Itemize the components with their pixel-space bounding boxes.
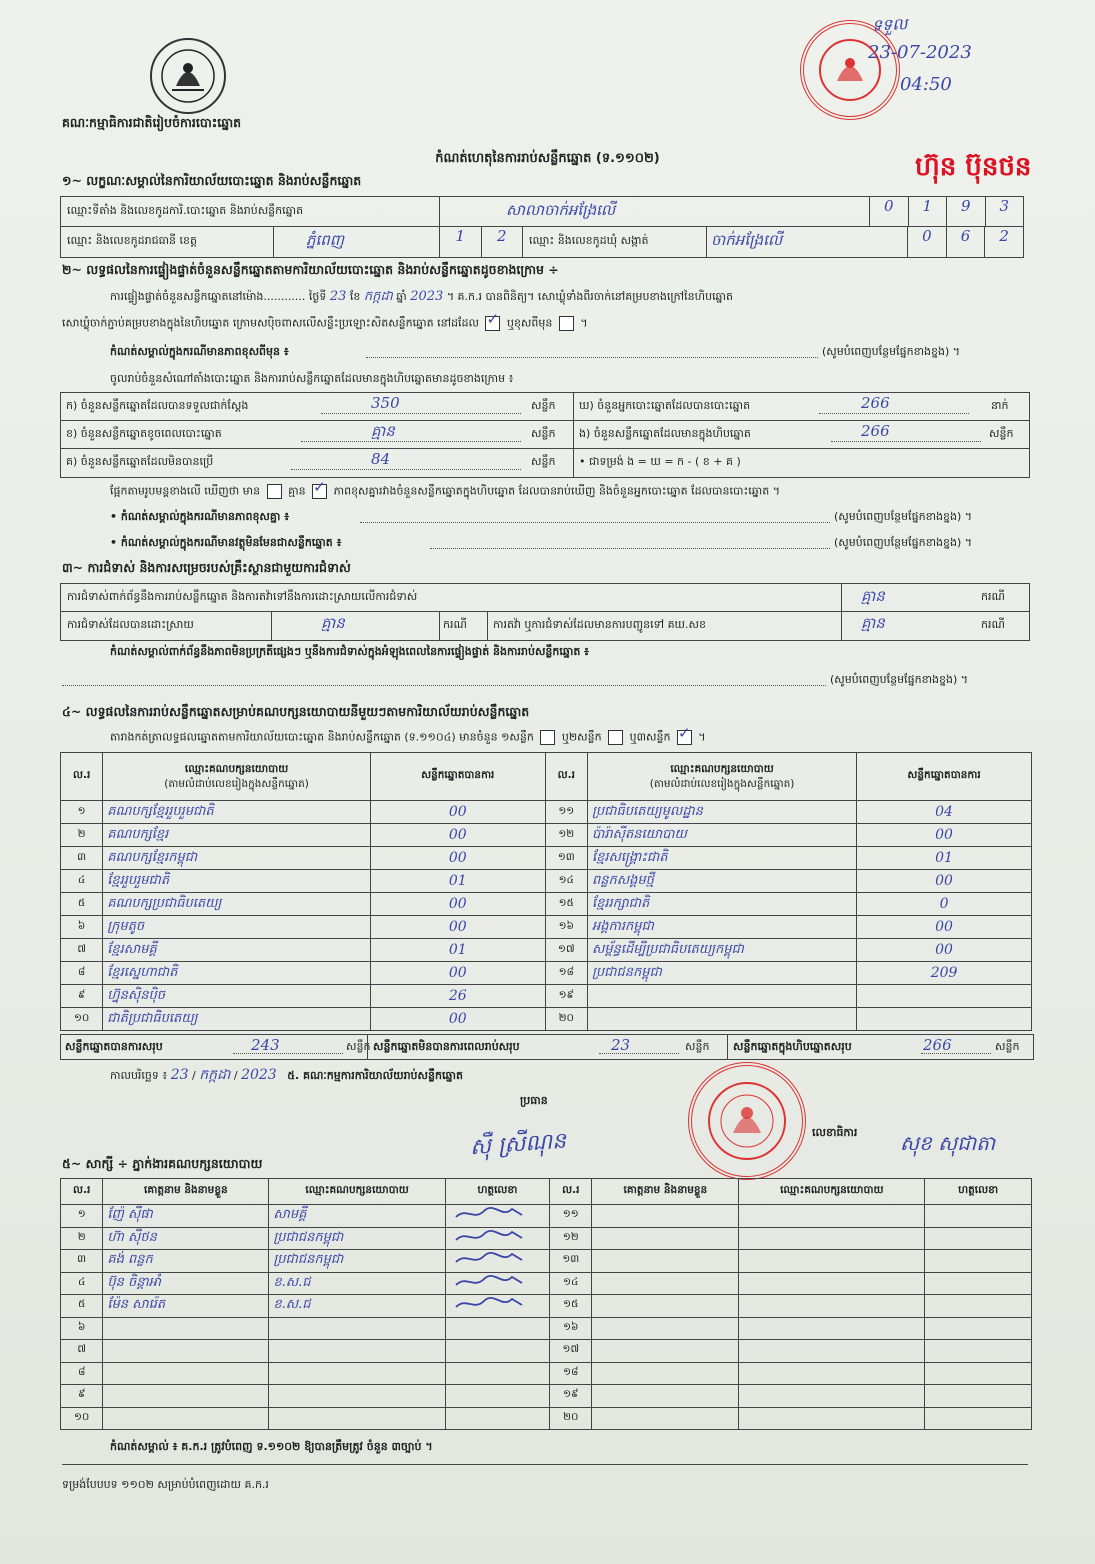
signature-scribble xyxy=(450,1205,530,1223)
results-party-cell: ខ្មែររក្សាជាតិ xyxy=(587,893,856,916)
results-no-cell: ៩ xyxy=(61,985,103,1008)
witness-row xyxy=(61,1385,1032,1408)
results-party-cell: គណបក្សខ្មែរកម្ពុជា xyxy=(103,847,371,870)
objection-forward-value: គ្មាន xyxy=(861,614,885,632)
results-no-cell: ១២ xyxy=(545,824,587,847)
results-no-cell: ២០ xyxy=(545,1008,587,1031)
footnote: កំណត់សម្គាល់ ៖ គ.ក.រ ត្រូវបំពេញ ទ.១១០២ ឱ្យបានត្រឹមត្រូវ ចំនួន ៣ច្បាប់ ។ xyxy=(110,1440,433,1453)
location-label: ឈ្មោះទីតាំង និងលេខកូដការិ.បោះឆ្នោត និងរាប់សន្លឹកឆ្នោត xyxy=(67,204,304,217)
total-valid: 243 xyxy=(251,1036,280,1054)
witness-name-cell xyxy=(103,1362,269,1385)
witness-party-cell: សាមគ្គី xyxy=(269,1205,445,1228)
results-party-cell xyxy=(587,985,856,1008)
witness-no-cell: ១៤ xyxy=(550,1272,592,1295)
location-value: សាលាចាក់អង្រែលើ xyxy=(506,201,616,219)
emblem-icon xyxy=(158,46,218,106)
one-sheet-checkbox[interactable] xyxy=(540,730,555,745)
results-votes-cell: 01 xyxy=(370,939,545,962)
witness-no-cell: ៤ xyxy=(61,1272,103,1295)
seal-same-checkbox[interactable] xyxy=(485,316,500,331)
counts-table: ក) ចំនួនសន្លឹកឆ្នោតដែលបានទទួលជាក់ស្ដែង 350 សន្លឹក ឃ) ចំនួនអ្នកបោះឆ្នោតដែលបានបោះឆ្នោត 266 នាក់ ខ) ចំនួនសន្លឹកឆ្នោតខូចពេលបោះឆ្នោត គ្មាន សន្លឹក ង) ចំនួនសន្លឹកឆ្នោតដែលមានក្នុងហិបឆ្នោត 266 សន្លឹក គ) ចំនួនសន្លឹកឆ្នោតដែលមិនបានប្រើ 84 សន្លឹក • ជាទម្រង់ ង = ឃ = ក - ( ខ + គ ) xyxy=(60,392,1030,478)
witness-name-cell: ហ៊ា ស៊ីថន xyxy=(103,1227,269,1250)
section4-heading: ៤~ លទ្ធផលនៃការរាប់សន្លឹកឆ្នោតសម្រាប់គណបក្សនយោបាយនីមួយៗតាមការិយាល័យរាប់សន្លឹកឆ្នោត xyxy=(62,704,530,719)
results-no-cell: ១ xyxy=(61,801,103,824)
note-difference: កំណត់សម្គាល់ក្នុងករណីមានភាពខុសពីមុន ៖ xyxy=(110,345,289,358)
results-sheet-count: តារាងកត់ត្រាលទ្ធផលឆ្នោតតាមការិយាល័យបោះឆ្នោត និងរាប់សន្លឹកឆ្នោត (ទ.១១០៤) មានចំនួន ១សន្លឹក ឬ២សន្លឹក ឬ៣សន្លឹក ✓ ។ xyxy=(110,730,706,745)
fill-more-1: (សូមបំពេញបន្ថែមផ្នែកខាងខ្នង) ។ xyxy=(822,345,961,358)
results-no-cell: ១៩ xyxy=(545,985,587,1008)
results-votes-cell: 01 xyxy=(857,847,1032,870)
witness-no-cell: ៣ xyxy=(61,1250,103,1273)
commune-code: 0 6 2 xyxy=(907,227,1023,257)
witness-party-cell: ខ.ស.ជ xyxy=(269,1272,445,1295)
results-party-cell: ខ្មែរសង្គ្រោះជាតិ xyxy=(587,847,856,870)
results-no-cell: ១១ xyxy=(545,801,587,824)
province-code: 1 2 xyxy=(439,227,523,257)
stamp-name: ហ៊ុន ប៊ុនថន xyxy=(915,152,1032,182)
witness-empty-cell xyxy=(592,1227,739,1250)
witness-table: ល.រ គោត្តនាម និងនាមខ្លួន ឈ្មោះគណបក្សនយោបាយ ហត្ថលេខា ល.រ គោត្តនាម និងនាមខ្លួន ឈ្មោះគណបក្សនយោបាយ ហត្ថលេខា ១ ញ៉ែ ស៊ីផា សាមគ្គី ១១ ២ ហ៊ា ស៊ីថន ប្រជាជនកម្ពុជា ១២ ៣ គង់ ពន្លក ប្រជាជនកម្ពុជា ១៣ ៤ ប៊ុន ចិន្តាអាំ ខ.ស.ជ ១៤ ៥ ម៉ែន សារ៉េត ខ.ស.ជ ១៥ ៦ ១៦ ៧ ១៧ ៨ ១៨ ៩ ១៩ ១០ ២០ xyxy=(60,1178,1032,1430)
results-row xyxy=(61,962,1032,985)
witness-empty-cell xyxy=(739,1340,925,1363)
witness-row xyxy=(61,1317,1032,1340)
location-code: 0 1 9 3 xyxy=(869,197,1023,226)
witness-empty-cell xyxy=(925,1317,1032,1340)
witness-signature-cell xyxy=(445,1295,549,1318)
witness-empty-cell xyxy=(925,1295,1032,1318)
results-votes-cell: 00 xyxy=(857,939,1032,962)
witness-no-cell: ១៦ xyxy=(550,1317,592,1340)
totals-row: សន្លឹកឆ្នោតបានការសរុប 243 សន្លឹក សន្លឹកឆ្នោតមិនបានការពេលរាប់សរុប 23 សន្លឹក សន្លឹកឆ្នោតក្នុងហិបឆ្នោតសរុប 266 សន្លឹក xyxy=(60,1034,1034,1060)
results-row xyxy=(61,939,1032,962)
seal-line: សោឃ្លុំចាក់ភ្ជាប់គម្របខាងក្នុងនៃហិបឆ្នោត ក្រោមសប៉ិចពាសលើសន្លឹះប្រឡោះសិតសន្លឹកឆ្នោត នៅដដែល ✓ ឬខុសពីមុន ។ xyxy=(62,316,588,331)
results-no-cell: ១៣ xyxy=(545,847,587,870)
nec-emblem xyxy=(150,38,226,114)
witness-empty-cell xyxy=(925,1227,1032,1250)
sign-date-line: កាលបរិច្ឆេទ ៖ 23 / កក្កដា / 2023 ៥. គណៈកម្មការការិយាល័យរាប់សន្លឹកឆ្នោត xyxy=(110,1067,463,1083)
org-name: គណៈកម្មាធិការជាតិរៀបចំការបោះឆ្នោត xyxy=(62,115,242,130)
committee-stamp xyxy=(688,1062,806,1180)
witness-no-cell: ៨ xyxy=(61,1362,103,1385)
witness-empty-cell xyxy=(592,1295,739,1318)
stamp-date: 23-07-2023 xyxy=(868,42,972,63)
two-sheet-checkbox[interactable] xyxy=(608,730,623,745)
signature-scribble xyxy=(450,1273,530,1291)
results-no-cell: ៣ xyxy=(61,847,103,870)
results-no-cell: ១៨ xyxy=(545,962,587,985)
witness-empty-cell xyxy=(925,1385,1032,1408)
commune-label: ឈ្មោះ និងលេខកូដឃុំ សង្កាត់ xyxy=(529,234,649,247)
results-party-cell: ខ្មែរស្នេហាជាតិ xyxy=(103,962,371,985)
results-votes-cell: 00 xyxy=(370,962,545,985)
witness-signature-cell xyxy=(445,1407,549,1430)
witness-signature-cell xyxy=(445,1250,549,1273)
objection-row2-value: គ្មាន xyxy=(321,614,345,632)
results-votes-cell: 00 xyxy=(857,916,1032,939)
commune-value: ចាក់អង្រែលើ xyxy=(711,231,783,249)
province-value: ភ្នំពេញ xyxy=(306,231,345,249)
results-no-cell: ១៤ xyxy=(545,870,587,893)
secretary-signature: សុខ សុជាតា xyxy=(900,1131,996,1155)
witness-empty-cell xyxy=(925,1272,1032,1295)
witness-name-cell: គង់ ពន្លក xyxy=(103,1250,269,1273)
results-row xyxy=(61,824,1032,847)
witness-empty-cell xyxy=(739,1272,925,1295)
results-votes-cell: 00 xyxy=(857,870,1032,893)
results-no-cell: ៧ xyxy=(61,939,103,962)
witness-empty-cell xyxy=(592,1250,739,1273)
witness-name-cell: ប៊ុន ចិន្តាអាំ xyxy=(103,1272,269,1295)
has-difference-checkbox[interactable] xyxy=(267,484,282,499)
objection-row1-value: គ្មាន xyxy=(861,587,885,605)
results-row xyxy=(61,1008,1032,1031)
results-party-cell: គណបក្សប្រជាធិបតេយ្យ xyxy=(103,893,371,916)
witness-row xyxy=(61,1340,1032,1363)
total-invalid: 23 xyxy=(611,1036,631,1054)
section2-heading: ២~ លទ្ធផលនៃការផ្ទៀងផ្ទាត់ចំនួនសន្លឹកឆ្នោតតាមការិយាល័យបោះឆ្នោត និងរាប់សន្លឹកឆ្នោតដូចខាងក្រោម ÷ xyxy=(62,262,559,277)
witness-row xyxy=(61,1205,1032,1228)
results-party-cell: ប្រជាជនកម្ពុជា xyxy=(587,962,856,985)
signature-scribble xyxy=(450,1295,530,1313)
bullet-difference: • កំណត់សម្គាល់ក្នុងករណីមានភាពខុសគ្នា ៖ xyxy=(110,510,290,523)
results-no-cell: ២ xyxy=(61,824,103,847)
witness-empty-cell xyxy=(739,1317,925,1340)
witness-row xyxy=(61,1227,1032,1250)
form-note: ទម្រង់បែបបទ ១១០២ សម្រាប់បំពេញដោយ គ.ក.រ xyxy=(62,1478,269,1491)
committee-stamp-icon xyxy=(705,1079,789,1163)
witness-no-cell: ១០ xyxy=(61,1407,103,1430)
results-party-cell: អង្គការកម្ពុជា xyxy=(587,916,856,939)
witness-no-cell: ១១ xyxy=(550,1205,592,1228)
witness-row xyxy=(61,1295,1032,1318)
document-page: គណៈកម្មាធិការជាតិរៀបចំការបោះឆ្នោត ទទួល 23-07-2023 04:50 ហ៊ុន ប៊ុនថន កំណត់ហេតុនៃការរាប់សន្លឹកឆ្នោត (ទ.១១០២) ១~ លក្ខណៈសម្គាល់នៃការិយាល័យបោះឆ្នោត និងរាប់សន្លឹកឆ្នោត ឈ្មោះទីតាំង និងលេខកូដការិ.បោះឆ្នោត និងរាប់សន្លឹកឆ្នោត សាលាចាក់អង្រែលើ 0 1 9 3 ឈ្មោះ និងលេខកូដរាជធានី ខេត្ត ភ្នំពេញ 1 2 ឈ្មោះ និងលេខកូដឃុំ សង្កាត់ ចាក់អង្រែលើ 0 6 2 ២~ លទ្ធផលនៃការផ្ទៀងផ្ទាត់ចំនួនសន្លឹកឆ្នោតតាមការិយាល័យបោះឆ្នោត និងរាប់សន្លឹកឆ្នោតដូចខាងក្រោម ÷ ការផ្ទៀងផ្ទាត់ចំនួនសន្លឹកឆ្នោតនៅម៉ោង............ ថ្ងៃទី 23 ខែ កក្កដា ឆ្នាំ 2023 ។ គ.ក.រ បានពិនិត្យ។ សោឃ្លុំទាំងពីរចាក់នៅគម្របខាងក្រៅនៃហិបឆ្នោត សោឃ្លុំចាក់ភ្ជាប់គម្របខាងក្នុងនៃហិបឆ្នោត ក្រោមសប៉ិចពាសលើសន្លឹះប្រឡោះសិតសន្លឹកឆ្នោត នៅដដែល ✓ ឬខុសពីមុន ។ កំណត់សម្គាល់ក្នុងករណីមានភាពខុសពីមុន ៖ (សូមបំពេញបន្ថែមផ្នែកខាងខ្នង) ។ ចូលរាប់ចំនួនសំណៅតាំងបោះឆ្នោត និងការរាប់សន្លឹកឆ្នោតដែលមានក្នុងហិបឆ្នោតមានដូចខាងក្រោម ៖ ក) ចំនួនសន្លឹកឆ្នោតដែលបានទទួលជាក់ស្ដែង 350 សន្លឹក ឃ) ចំនួនអ្នកបោះឆ្នោតដែលបានបោះឆ្នោត 266 នាក់ ខ) ចំនួនសន្លឹកឆ្នោតខូចពេលបោះឆ្នោត គ្មាន សន្លឹក ង) ចំនួនសន្លឹកឆ្នោតដែលមានក្នុងហិបឆ្នោត 266 សន្លឹក គ) ចំនួនសន្លឹកឆ្នោតដែលមិនបានប្រើ 84 សន្លឹក • ជាទម្រង់ ង = ឃ = ក - ( ខ + គ ) ផ្អែកតាមរូបមន្តខាងលើ ឃើញថា មាន គ្មាន ✓ ភាពខុសគ្នារវាងចំនួនសន្លឹកឆ្នោតក្នុងហិបឆ្នោត ដែលបានរាប់ឃើញ និងចំនួនអ្នកបោះឆ្នោត ដែលបានបោះឆ្នោត ។ • កំណត់សម្គាល់ក្នុងករណីមានភាពខុសគ្នា ៖ (សូមបំពេញបន្ថែមផ្នែកខាងខ្នង) ។ • កំណត់សម្គាល់ក្នុងករណីមានវត្ថុមិនមែនជាសន្លឹកឆ្នោត ៖ (សូមបំពេញបន្ថែមផ្នែកខាងខ្នង) ។ ៣~ ការជំទាស់ និងការសម្រេចរបស់គ្រឹះស្ថានជាមួយការជំទាស់ ការជំទាស់ពាក់ព័ន្ធនឹងការរាប់សន្លឹកឆ្នោត និងការតវ៉ាទៅនឹងការដោះស្រាយលើការជំទាស់ គ្មាន ករណី ការជំទាស់ដែលបានដោះស្រាយ គ្មាន ករណី ការតវ៉ា ឬការជំទាស់ដែលមានការបញ្ជូនទៅ គឃ.សខ គ្មាន ករណី កំណត់សម្គាល់ពាក់ព័ន្ធនឹងភាពមិនប្រក្រតីផ្សេងៗ ឬនឹងការជំទាស់ក្នុងអំឡុងពេលនៃការផ្ទៀងផ្ទាត់ និងការរាប់សន្លឹកឆ្នោត ៖ (សូមបំពេញបន្ថែមផ្នែកខាងខ្នង) ។ ៤~ លទ្ធផលនៃការរាប់សន្លឹកឆ្នោតសម្រាប់គណបក្សនយោបាយនីមួយៗតាមការិយាល័យរាប់សន្លឹកឆ្នោត តារាងកត់ត្រាលទ្ធផលឆ្នោតតាមការិយាល័យបោះឆ្នោត និងរាប់សន្លឹកឆ្នោត (ទ.១១០៤) មានចំនួន ១សន្លឹក ឬ២សន្លឹក ឬ៣សន្លឹក ✓ ។ ល.រ ឈ្មោះគណបក្សនយោបាយ (តាមលំដាប់លេខរៀងក្នុងសន្លឹកឆ្នោត) សន្លឹកឆ្នោតបានការ ល.រ ឈ្មោះគណបក្សនយោបាយ (តាមលំដាប់លេខរៀងក្នុងសន្លឹកឆ្នោត) សន្លឹកឆ្នោតបានការ ១ គណបក្សខ្មែររួបរួមជាតិ 00 ១១ ប្រជាធិបតេយ្យមូលដ្ឋាន 04 ២ គណបក្សខ្មែរ 00 ១២ ប៉ារ៉ាស៊ីតនយោបាយ 00 ៣ គណបក្សខ្មែរកម្ពុជា 00 ១៣ ខ្មែរសង្គ្រោះជាតិ 01 ៤ ខ្មែររួបរួមជាតិ 01 ១៤ ពន្លកសង្គមថ្មី 00 ៥ គណបក្សប្រជាធិបតេយ្យ 00 ១៥ ខ្មែររក្សាជាតិ 0 ៦ ក្រុមតូច 00 ១៦ អង្គការកម្ពុជា 00 ៧ ខ្មែរសាមគ្គី 01 ១៧ សម្ព័ន្ធដើម្បីប្រជាធិបតេយ្យកម្ពុជា 00 ៨ ខ្មែរស្នេហាជាតិ 00 ១៨ ប្រជាជនកម្ពុជា 209 ៩ ហ្វ៊ុនស៊ិនប៉ិច 26 ១៩ ១០ ជាតិប្រជាធិបតេយ្យ 00 ២០ សន្លឹកឆ្នោតបានការសរុប 243 សន្លឹក សន្លឹកឆ្នោតមិនបានការពេលរាប់សរុប 23 សន្លឹក សន្លឹកឆ្នោតក្នុងហិបឆ្នោតសរុប 266 សន្លឹក កាលបរិច្ឆេទ ៖ 23 / កក្កដា / 2023 ៥. គណៈកម្មការការិយាល័យរាប់សន្លឹកឆ្នោត ប្រធាន ស៊ឺ ស្រីណុន លេខាធិការ សុខ សុជាតា ៥~ សាក្សី ÷ ភ្នាក់ងារគណបក្សនយោបាយ ល.រ គោត្តនាម និងនាមខ្លួន ឈ្មោះគណបក្សនយោបាយ ហត្ថលេខា ល.រ គោត្តនាម និងនាមខ្លួន ឈ្មោះគណបក្សនយោបាយ ហត្ថលេខា ១ ញ៉ែ ស៊ីផា សាមគ្គី ១១ ២ ហ៊ា ស៊ីថន ប្រជាជនកម្ពុជា ១២ ៣ គង់ ពន្លក ប្រជាជនកម្ពុជា ១៣ ៤ ប៊ុន ចិន្តាអាំ ខ.ស.ជ ១៤ ៥ ម៉ែន សារ៉េត ខ.ស.ជ ១៥ ៦ ១៦ ៧ ១៧ ៨ ១៨ ៩ ១៩ ១០ ២០ កំណត់សម្គាល់ ៖ គ.ក.រ ត្រូវបំពេញ ទ.១១០២ ឱ្យបានត្រឹមត្រូវ ចំនួន ៣ច្បាប់ ។ ទម្រង់បែបបទ ១១០២ សម្រាប់បំពេញដោយ គ.ក.រ xyxy=(0,0,1095,1564)
witness-empty-cell xyxy=(925,1205,1032,1228)
results-votes-cell: 00 xyxy=(857,824,1032,847)
results-party-cell: គណបក្សខ្មែររួបរួមជាតិ xyxy=(103,801,371,824)
count-a-label: ក) ចំនួនសន្លឹកឆ្នោតដែលបានទទួលជាក់ស្ដែង xyxy=(66,399,249,412)
results-votes-cell: 00 xyxy=(370,1008,545,1031)
witness-no-cell: ២ xyxy=(61,1227,103,1250)
witness-no-cell: ១២ xyxy=(550,1227,592,1250)
signature-scribble xyxy=(450,1228,530,1246)
witness-empty-cell xyxy=(739,1250,925,1273)
witness-empty-cell xyxy=(925,1250,1032,1273)
witness-empty-cell xyxy=(739,1295,925,1318)
chair-label: ប្រធាន xyxy=(520,1094,548,1107)
results-votes-cell: 00 xyxy=(370,801,545,824)
total-in-box: 266 xyxy=(923,1036,952,1054)
witness-name-cell xyxy=(103,1385,269,1408)
bullet-non-ballot: • កំណត់សម្គាល់ក្នុងករណីមានវត្ថុមិនមែនជាសន្លឹកឆ្នោត ៖ xyxy=(110,536,342,549)
results-votes-cell: 00 xyxy=(370,893,545,916)
witness-signature-cell xyxy=(445,1205,549,1228)
results-party-cell: ប៉ារ៉ាស៊ីតនយោបាយ xyxy=(587,824,856,847)
results-no-cell: ១០ xyxy=(61,1008,103,1031)
formula: • ជាទម្រង់ ង = ឃ = ក - ( ខ + គ ) xyxy=(579,455,741,468)
results-row xyxy=(61,847,1032,870)
results-no-cell: ១៥ xyxy=(545,893,587,916)
count-c-value: 84 xyxy=(371,450,391,468)
witness-row xyxy=(61,1362,1032,1385)
count-intro: ចូលរាប់ចំនួនសំណៅតាំងបោះឆ្នោត និងការរាប់សន្លឹកឆ្នោតដែលមានក្នុងហិបឆ្នោតមានដូចខាងក្រោម ៖ xyxy=(110,372,514,385)
secretary-label: លេខាធិការ xyxy=(812,1126,858,1139)
results-votes-cell: 01 xyxy=(370,870,545,893)
witness-party-cell: ខ.ស.ជ xyxy=(269,1295,445,1318)
witness-empty-cell xyxy=(739,1407,925,1430)
witness-no-cell: ៥ xyxy=(61,1295,103,1318)
results-row xyxy=(61,870,1032,893)
results-no-cell: ៤ xyxy=(61,870,103,893)
results-row xyxy=(61,985,1032,1008)
witness-name-cell xyxy=(103,1317,269,1340)
witness-party-cell xyxy=(269,1385,445,1408)
witness-signature-cell xyxy=(445,1340,549,1363)
witness-empty-cell xyxy=(592,1362,739,1385)
witness-signature-cell xyxy=(445,1317,549,1340)
count-b-label: ខ) ចំនួនសន្លឹកឆ្នោតខូចពេលបោះឆ្នោត xyxy=(66,427,222,440)
witness-name-cell xyxy=(103,1340,269,1363)
count-e-label: ង) ចំនួនសន្លឹកឆ្នោតដែលមានក្នុងហិបឆ្នោត xyxy=(579,427,751,440)
section1-heading: ១~ លក្ខណៈសម្គាល់នៃការិយាល័យបោះឆ្នោត និងរាប់សន្លឹកឆ្នោត xyxy=(62,173,362,188)
witness-empty-cell xyxy=(925,1362,1032,1385)
witness-empty-cell xyxy=(592,1407,739,1430)
witness-empty-cell xyxy=(925,1407,1032,1430)
witness-empty-cell xyxy=(925,1340,1032,1363)
witness-signature-cell xyxy=(445,1227,549,1250)
results-party-cell: សម្ព័ន្ធដើម្បីប្រជាធិបតេយ្យកម្ពុជា xyxy=(587,939,856,962)
witness-no-cell: ៧ xyxy=(61,1340,103,1363)
results-table: ល.រ ឈ្មោះគណបក្សនយោបាយ (តាមលំដាប់លេខរៀងក្នុងសន្លឹកឆ្នោត) សន្លឹកឆ្នោតបានការ ល.រ ឈ្មោះគណបក្សនយោបាយ (តាមលំដាប់លេខរៀងក្នុងសន្លឹកឆ្នោត) សន្លឹកឆ្នោតបានការ ១ គណបក្សខ្មែររួបរួមជាតិ 00 ១១ ប្រជាធិបតេយ្យមូលដ្ឋាន 04 ២ គណបក្សខ្មែរ 00 ១២ ប៉ារ៉ាស៊ីតនយោបាយ 00 ៣ គណបក្សខ្មែរកម្ពុជា 00 ១៣ ខ្មែរសង្គ្រោះជាតិ 01 ៤ ខ្មែររួបរួមជាតិ 01 ១៤ ពន្លកសង្គមថ្មី 00 ៥ គណបក្សប្រជាធិបតេយ្យ 00 ១៥ ខ្មែររក្សាជាតិ 0 ៦ ក្រុមតូច 00 ១៦ អង្គការកម្ពុជា 00 ៧ ខ្មែរសាមគ្គី 01 ១៧ សម្ព័ន្ធដើម្បីប្រជាធិបតេយ្យកម្ពុជា 00 ៨ ខ្មែរស្នេហាជាតិ 00 ១៨ ប្រជាជនកម្ពុជា 209 ៩ ហ្វ៊ុនស៊ិនប៉ិច 26 ១៩ ១០ ជាតិប្រជាធិបតេយ្យ 00 ២០ xyxy=(60,752,1032,1031)
witness-empty-cell xyxy=(739,1385,925,1408)
witness-empty-cell xyxy=(592,1205,739,1228)
results-votes-cell: 00 xyxy=(370,847,545,870)
no-difference-checkbox[interactable] xyxy=(312,484,327,499)
results-votes-cell: 0 xyxy=(857,893,1032,916)
witness-empty-cell xyxy=(739,1205,925,1228)
results-votes-cell: 04 xyxy=(857,801,1032,824)
witness-name-cell: ម៉ែន សារ៉េត xyxy=(103,1295,269,1318)
section5-heading: ៥~ សាក្សី ÷ ភ្នាក់ងារគណបក្សនយោបាយ xyxy=(62,1156,263,1171)
stamp-receipt: ទទួល xyxy=(871,14,908,35)
results-row xyxy=(61,801,1032,824)
witness-no-cell: ៦ xyxy=(61,1317,103,1340)
count-e-value: 266 xyxy=(861,422,890,440)
witness-signature-cell xyxy=(445,1272,549,1295)
results-party-cell: ប្រជាធិបតេយ្យមូលដ្ឋាន xyxy=(587,801,856,824)
witness-party-cell: ប្រជាជនកម្ពុជា xyxy=(269,1250,445,1273)
stamp-time: 04:50 xyxy=(900,74,952,95)
results-no-cell: ៥ xyxy=(61,893,103,916)
results-row xyxy=(61,916,1032,939)
difference-check-line: ផ្អែកតាមរូបមន្តខាងលើ ឃើញថា មាន គ្មាន ✓ ភាពខុសគ្នារវាងចំនួនសន្លឹកឆ្នោតក្នុងហិបឆ្នោត ដែលបានរាប់ឃើញ និងចំនួនអ្នកបោះឆ្នោត ដែលបានបោះឆ្នោត ។ xyxy=(110,484,780,499)
results-party-cell: គណបក្សខ្មែរ xyxy=(103,824,371,847)
witness-empty-cell xyxy=(592,1340,739,1363)
witness-empty-cell xyxy=(592,1317,739,1340)
witness-party-cell xyxy=(269,1317,445,1340)
results-votes-cell: 209 xyxy=(857,962,1032,985)
witness-party-cell xyxy=(269,1407,445,1430)
objection-note: កំណត់សម្គាល់ពាក់ព័ន្ធនឹងភាពមិនប្រក្រតីផ្សេងៗ ឬនឹងការជំទាស់ក្នុងអំឡុងពេលនៃការផ្ទៀងផ្ទាត់ និងការរាប់សន្លឹកឆ្នោត ៖ xyxy=(110,645,589,658)
results-no-cell: ៦ xyxy=(61,916,103,939)
verify-line: ការផ្ទៀងផ្ទាត់ចំនួនសន្លឹកឆ្នោតនៅម៉ោង............ ថ្ងៃទី 23 ខែ កក្កដា ឆ្នាំ 2023 ។ គ.ក.រ បានពិនិត្យ។ សោឃ្លុំទាំងពីរចាក់នៅគម្របខាងក្រៅនៃហិបឆ្នោត xyxy=(110,289,734,304)
witness-name-cell xyxy=(103,1407,269,1430)
signature-scribble xyxy=(450,1250,530,1268)
witness-no-cell: ១៧ xyxy=(550,1340,592,1363)
witness-no-cell: ៩ xyxy=(61,1385,103,1408)
witness-empty-cell xyxy=(739,1362,925,1385)
results-votes-cell: 00 xyxy=(370,916,545,939)
results-party-cell: ពន្លកសង្គមថ្មី xyxy=(587,870,856,893)
witness-signature-cell xyxy=(445,1362,549,1385)
witness-empty-cell xyxy=(592,1385,739,1408)
results-party-cell: ហ្វ៊ុនស៊ិនប៉ិច xyxy=(103,985,371,1008)
results-votes-cell xyxy=(857,985,1032,1008)
witness-party-cell: ប្រជាជនកម្ពុជា xyxy=(269,1227,445,1250)
witness-row xyxy=(61,1272,1032,1295)
objection-row2-label: ការជំទាស់ដែលបានដោះស្រាយ xyxy=(67,618,194,631)
results-no-cell: ១៦ xyxy=(545,916,587,939)
section1-table xyxy=(60,196,1024,258)
witness-no-cell: ១៥ xyxy=(550,1295,592,1318)
count-c-label: គ) ចំនួនសន្លឹកឆ្នោតដែលមិនបានប្រើ xyxy=(66,455,214,468)
results-votes-cell xyxy=(857,1008,1032,1031)
count-d-label: ឃ) ចំនួនអ្នកបោះឆ្នោតដែលបានបោះឆ្នោត xyxy=(579,399,751,412)
objection-row1-label: ការជំទាស់ពាក់ព័ន្ធនឹងការរាប់សន្លឹកឆ្នោត និងការតវ៉ាទៅនឹងការដោះស្រាយលើការជំទាស់ xyxy=(67,590,418,603)
results-party-cell: ខ្មែរសាមគ្គី xyxy=(103,939,371,962)
document-title: កំណត់ហេតុនៃការរាប់សន្លឹកឆ្នោត (ទ.១១០២) xyxy=(435,151,660,166)
witness-party-cell xyxy=(269,1340,445,1363)
results-party-cell: ខ្មែររួបរួមជាតិ xyxy=(103,870,371,893)
witness-row xyxy=(61,1250,1032,1273)
objection-table: ការជំទាស់ពាក់ព័ន្ធនឹងការរាប់សន្លឹកឆ្នោត និងការតវ៉ាទៅនឹងការដោះស្រាយលើការជំទាស់ គ្មាន ករណី ការជំទាស់ដែលបានដោះស្រាយ គ្មាន ករណី ការតវ៉ា ឬការជំទាស់ដែលមានការបញ្ជូនទៅ គឃ.សខ គ្មាន ករណី xyxy=(60,583,1030,641)
results-no-cell: ៨ xyxy=(61,962,103,985)
results-row xyxy=(61,893,1032,916)
results-party-cell xyxy=(587,1008,856,1031)
section3-heading: ៣~ ការជំទាស់ និងការសម្រេចរបស់គ្រឹះស្ថានជាមួយការជំទាស់ xyxy=(62,560,351,575)
witness-no-cell: ១៣ xyxy=(550,1250,592,1273)
chair-signature: ស៊ឺ ស្រីណុន xyxy=(469,1128,567,1161)
witness-no-cell: ១ xyxy=(61,1205,103,1228)
results-votes-cell: 26 xyxy=(370,985,545,1008)
witness-empty-cell xyxy=(739,1227,925,1250)
witness-row xyxy=(61,1407,1032,1430)
witness-empty-cell xyxy=(592,1272,739,1295)
count-b-value: គ្មាន xyxy=(371,422,395,440)
witness-name-cell: ញ៉ែ ស៊ីផា xyxy=(103,1205,269,1228)
results-party-cell: ជាតិប្រជាធិបតេយ្យ xyxy=(103,1008,371,1031)
witness-signature-cell xyxy=(445,1385,549,1408)
province-label: ឈ្មោះ និងលេខកូដរាជធានី ខេត្ត xyxy=(67,234,197,247)
three-sheet-checkbox[interactable] xyxy=(677,730,692,745)
count-d-value: 266 xyxy=(861,394,890,412)
results-votes-cell: 00 xyxy=(370,824,545,847)
objection-forward-label: ការតវ៉ា ឬការជំទាស់ដែលមានការបញ្ជូនទៅ គឃ.សខ xyxy=(493,618,706,631)
witness-no-cell: ១៩ xyxy=(550,1385,592,1408)
witness-party-cell xyxy=(269,1362,445,1385)
results-party-cell: ក្រុមតូច xyxy=(103,916,371,939)
seal-changed-checkbox[interactable] xyxy=(559,316,574,331)
count-a-value: 350 xyxy=(371,394,400,412)
witness-no-cell: ១៨ xyxy=(550,1362,592,1385)
witness-no-cell: ២០ xyxy=(550,1407,592,1430)
results-no-cell: ១៧ xyxy=(545,939,587,962)
